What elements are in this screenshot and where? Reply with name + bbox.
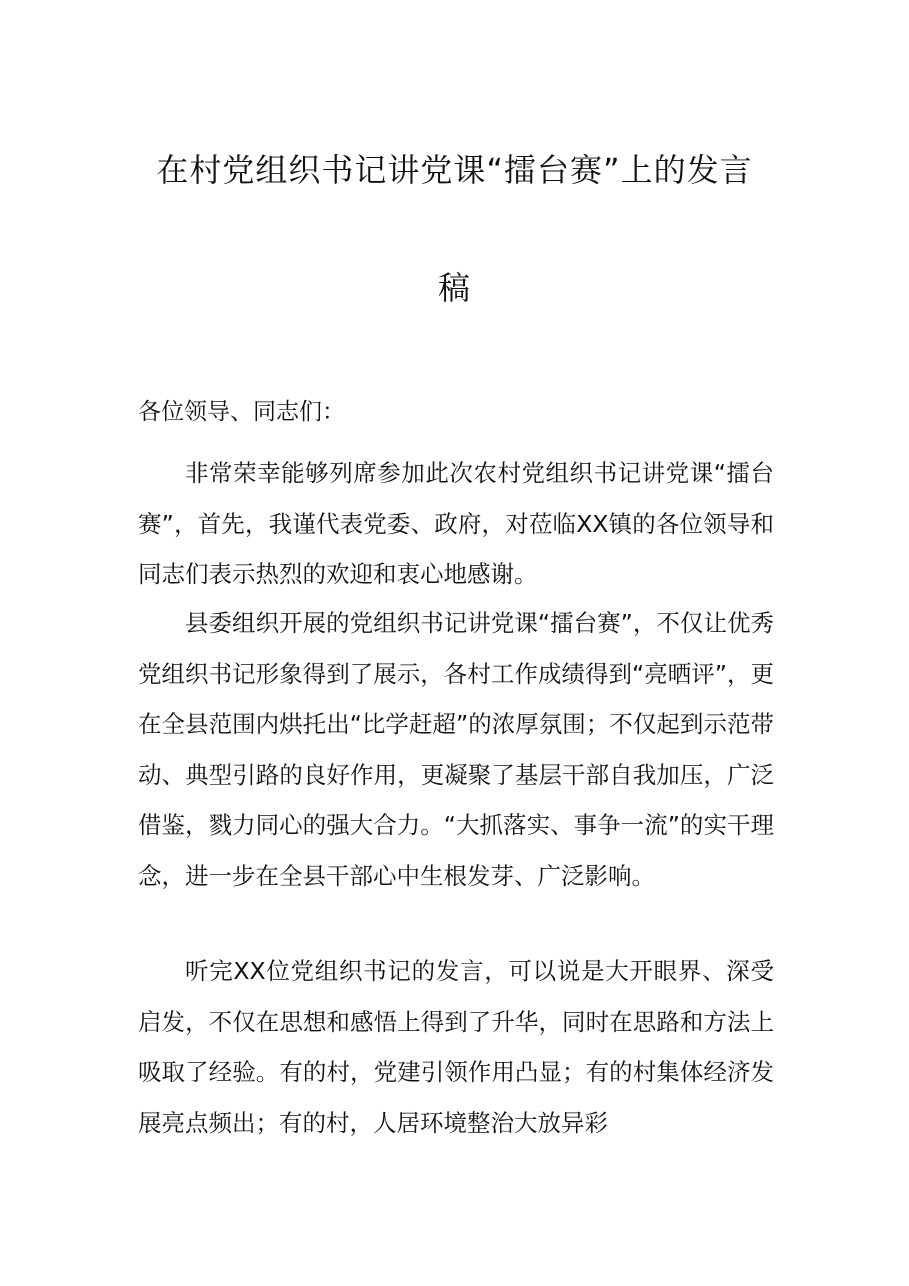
paragraph-2: 县委组织开展的党组织书记讲党课“擂台赛”，不仅让优秀党组织书记形象得到了展示，各村工作成绩得到“亮晒评”，更在全县范围内烘托出“比学赶超”的浓厚氛围；不仅起到示范带动、典型引路的良好作用，更凝聚了基层干部自我加压，广泛借鉴，戮力同心的强大合力。“大抓落实、事争一流”的实干理念，进一步在全县干部心中生根发芽、广泛影响。: [138, 609, 774, 890]
paragraph-1: 非常荣幸能够列席参加此次农村党组织书记讲党课“擂台赛”，首先，我谨代表党委、政府，对莅临XX镇的各位领导和同志们表示热烈的欢迎和衷心地感谢。: [138, 459, 774, 588]
document-title-line-2: 稿: [437, 269, 471, 307]
salutation: 各位领导、同志们：: [138, 399, 345, 425]
document-title-line-1: 在村党组织书记讲党课“擂台赛”上的发言: [156, 151, 753, 189]
paragraph-3: 听完XX位党组织书记的发言，可以说是大开眼界、深受启发，不仅在思想和感悟上得到了升华，同时在思路和方法上吸取了经验。有的村，党建引领作用凸显；有的村集体经济发展亮点频出；有的村，人居环境整治大放异彩: [138, 957, 774, 1137]
